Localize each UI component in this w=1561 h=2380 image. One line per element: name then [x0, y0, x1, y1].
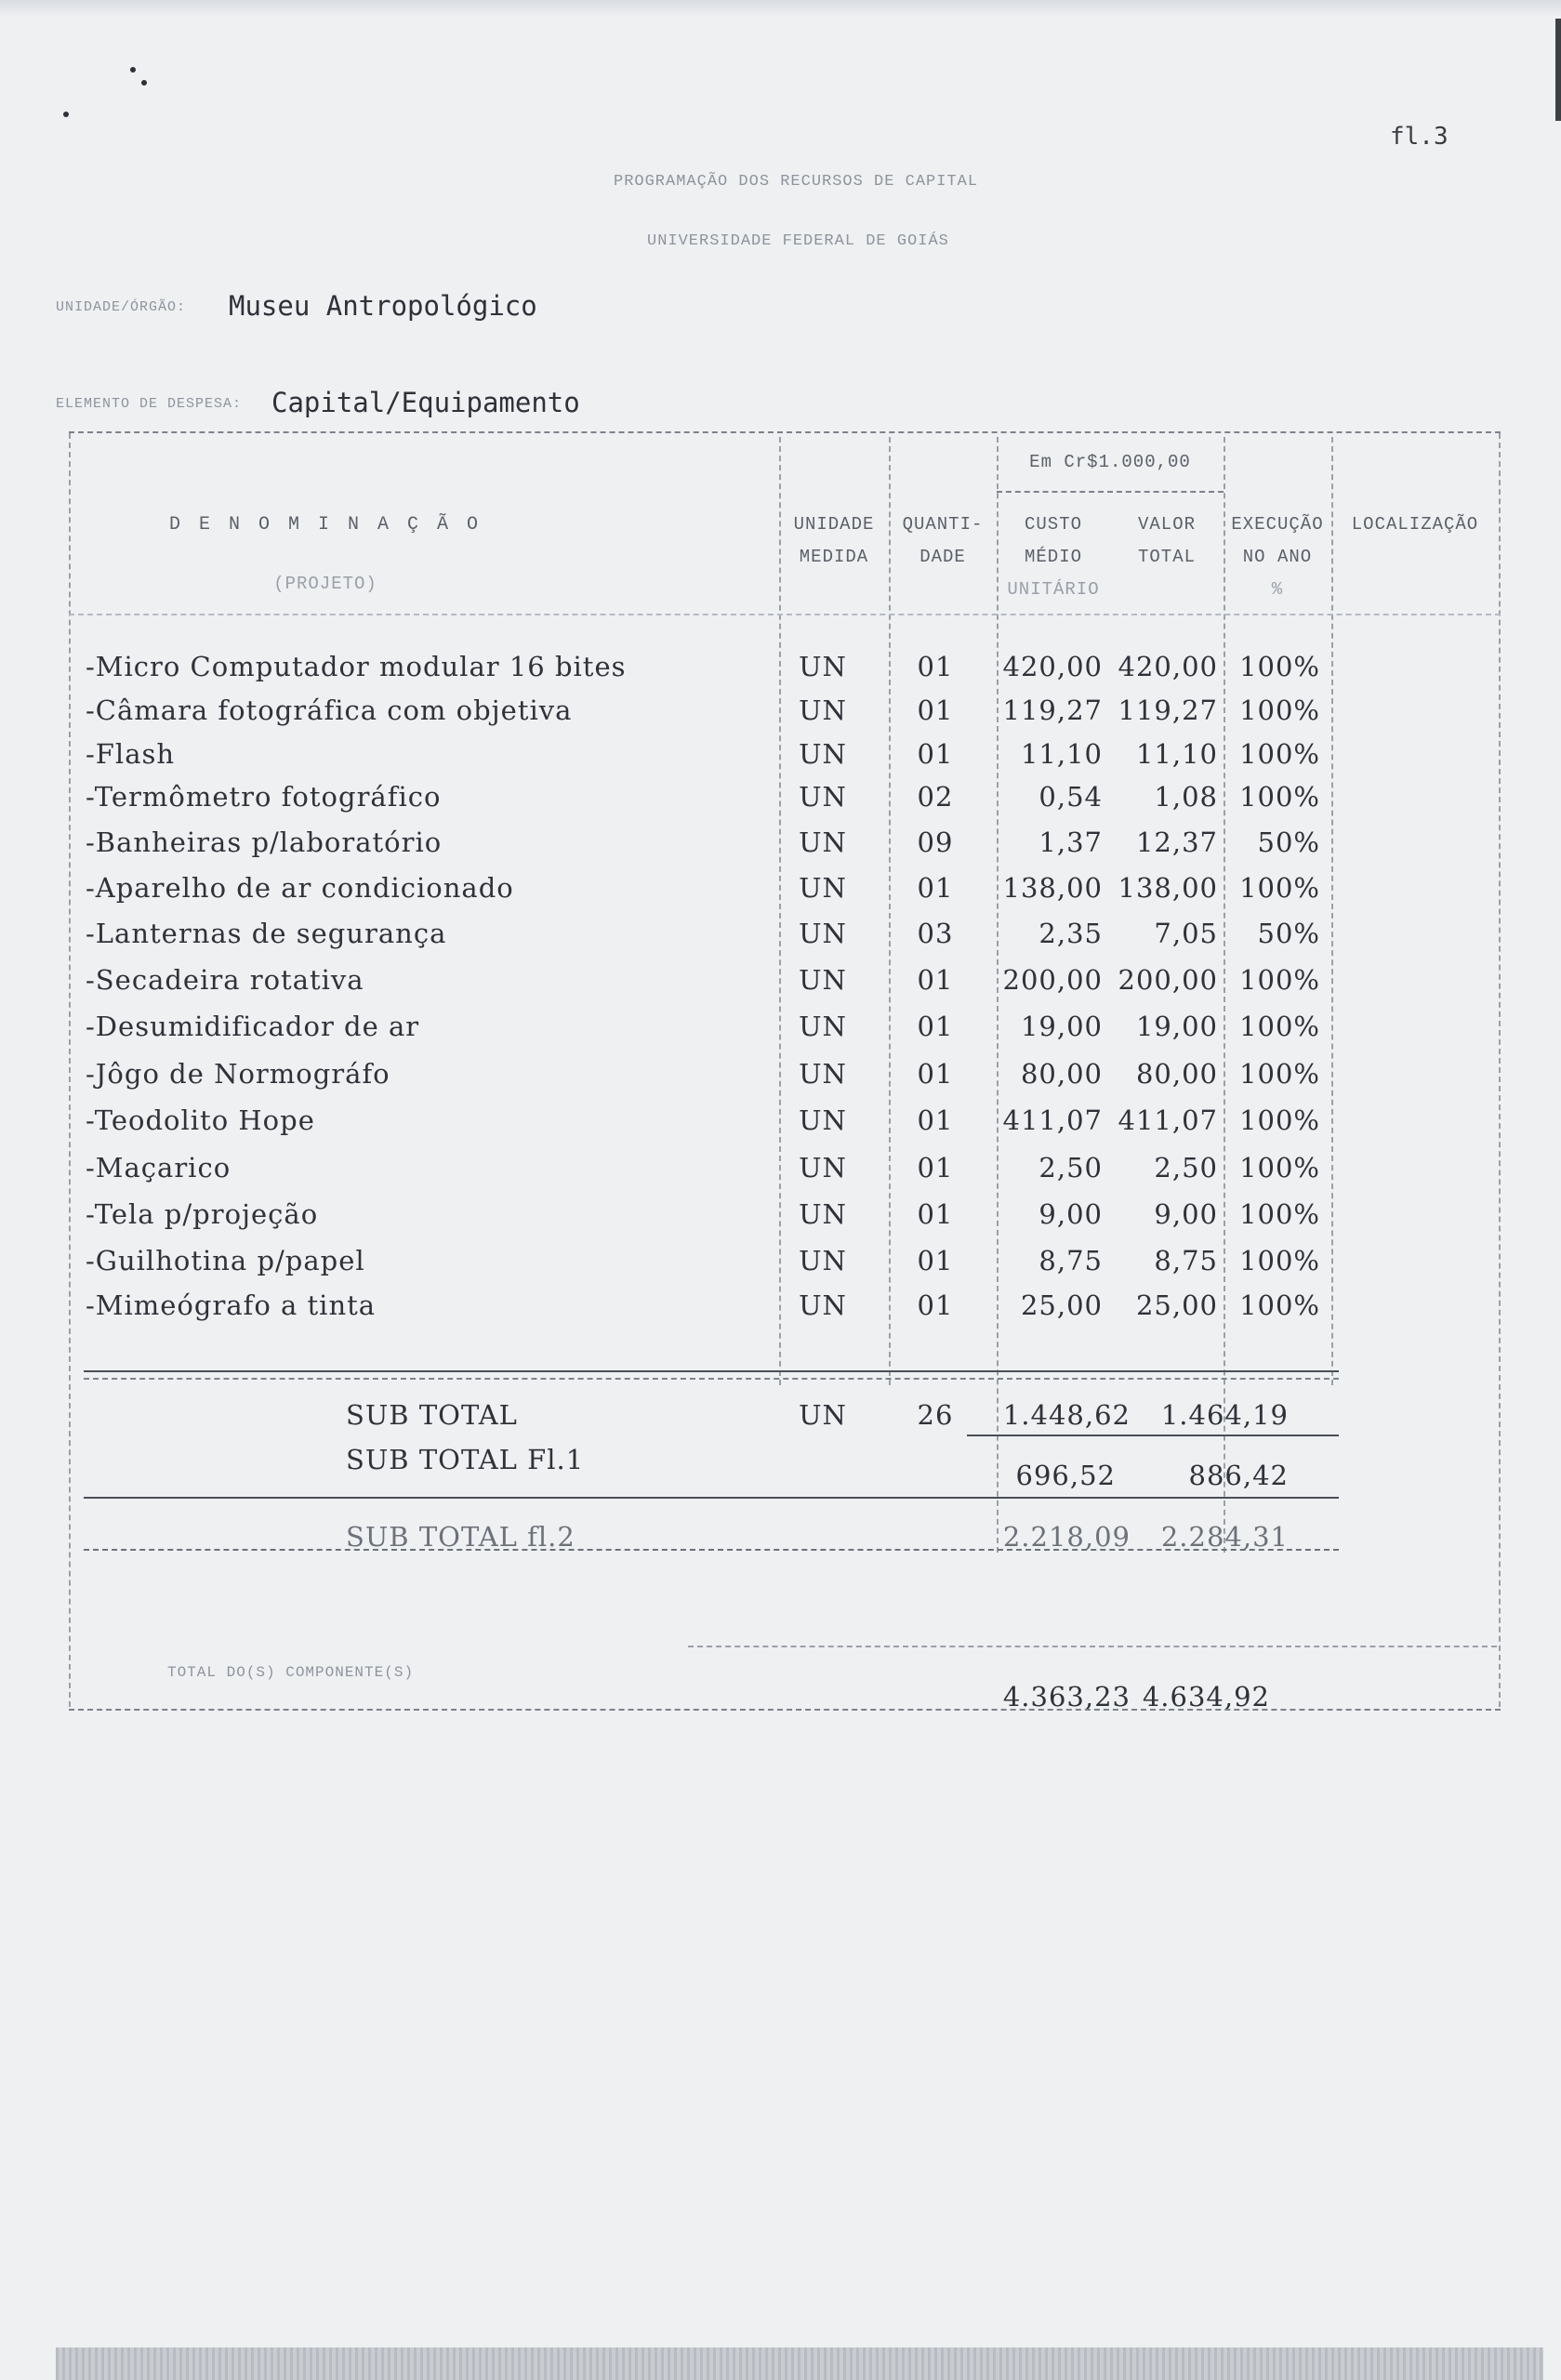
item-exec: 100%	[1239, 1152, 1320, 1183]
col-divider	[889, 437, 891, 1385]
item-name: -Câmara fotográfica com objetiva	[86, 694, 573, 726]
col-header-medida: MEDIDA	[799, 547, 869, 567]
item-name: -Teodolito Hope	[86, 1104, 315, 1136]
item-exec: 100%	[1239, 872, 1320, 904]
item-name: -Mimeógrafo a tinta	[86, 1289, 377, 1321]
table-right-rule	[1499, 433, 1501, 1707]
sub-total-value: 1.464,19	[1160, 1399, 1289, 1431]
col-header-unidade: UNIDADE	[793, 514, 875, 535]
item-cost: 11,10	[1020, 738, 1103, 770]
item-qty: 01	[917, 694, 954, 726]
item-cost: 119,27	[1002, 694, 1103, 726]
sub-total-underline	[967, 1435, 1339, 1436]
item-total: 80,00	[1135, 1058, 1218, 1090]
col-header-quantidade-2: DADE	[919, 547, 966, 567]
item-cost: 420,00	[1002, 651, 1103, 682]
item-name: -Aparelho de ar condicionado	[86, 872, 514, 904]
scan-right-edge	[1555, 19, 1561, 121]
sub-total-fl2-cost: 2.218,09	[1002, 1521, 1131, 1553]
item-cost: 138,00	[1002, 872, 1103, 904]
item-total: 12,37	[1135, 826, 1218, 858]
col-header-denominacao: D E N O M I N A Ç Ã O	[168, 514, 483, 536]
item-exec: 100%	[1239, 1198, 1320, 1230]
col-header-medio: MÉDIO	[1024, 547, 1082, 567]
scan-speck	[141, 80, 147, 86]
item-name: -Micro Computador modular 16 bites	[86, 651, 627, 682]
item-cost: 200,00	[1002, 964, 1103, 996]
item-total: 8,75	[1154, 1245, 1218, 1276]
item-unit: UN	[799, 1011, 847, 1042]
item-total: 11,10	[1135, 738, 1218, 770]
sub-total-cost: 1.448,62	[1002, 1399, 1131, 1431]
unit-label: UNIDADE/ÓRGÃO:	[56, 299, 187, 315]
item-unit: UN	[799, 1198, 847, 1230]
item-cost: 8,75	[1038, 1245, 1103, 1276]
item-exec: 100%	[1239, 694, 1320, 726]
item-total: 7,05	[1154, 918, 1218, 949]
item-qty: 01	[917, 964, 954, 996]
item-qty: 01	[917, 1058, 954, 1090]
item-name: -Tela p/projeção	[86, 1198, 319, 1230]
item-exec: 100%	[1239, 1104, 1320, 1136]
item-total: 1,08	[1154, 781, 1218, 813]
total-components-label: TOTAL DO(S) COMPONENTE(S)	[167, 1664, 415, 1681]
item-total: 411,07	[1118, 1104, 1218, 1136]
item-qty: 01	[917, 1289, 954, 1321]
item-unit: UN	[799, 694, 847, 726]
element-label: ELEMENTO DE DESPESA:	[56, 396, 243, 412]
item-unit: UN	[799, 781, 847, 813]
item-unit: UN	[799, 826, 847, 858]
item-cost: 2,50	[1038, 1152, 1103, 1183]
col-header-quantidade: QUANTI-	[902, 514, 984, 535]
scan-bottom-edge	[56, 2347, 1543, 2380]
item-exec: 100%	[1239, 1289, 1320, 1321]
item-name: -Desumidificador de ar	[86, 1011, 420, 1042]
fl2-rule	[84, 1549, 1339, 1551]
header-bottom-rule	[69, 614, 1501, 615]
sub-total-fl2-value: 2.284,31	[1160, 1521, 1289, 1553]
item-exec: 100%	[1239, 1011, 1320, 1042]
item-name: -Guilhotina p/papel	[86, 1245, 365, 1276]
item-total: 9,00	[1154, 1198, 1218, 1230]
total-components-cost: 4.363,23	[1002, 1681, 1131, 1712]
element-value: Capital/Equipamento	[271, 387, 580, 418]
item-qty: 01	[917, 651, 954, 682]
sub-total-fl1-label: SUB TOTAL Fl.1	[346, 1444, 585, 1475]
item-cost: 1,37	[1038, 826, 1103, 858]
item-qty: 03	[917, 918, 954, 949]
table-top-rule	[69, 431, 1501, 433]
item-exec: 100%	[1239, 1058, 1320, 1090]
item-unit: UN	[799, 1152, 847, 1183]
col-divider	[779, 437, 781, 1385]
item-exec: 100%	[1239, 964, 1320, 996]
item-qty: 01	[917, 1198, 954, 1230]
item-cost: 19,00	[1020, 1011, 1103, 1042]
total-components-value: 4.634,92	[1142, 1681, 1270, 1712]
item-qty: 01	[917, 1104, 954, 1136]
item-total: 200,00	[1118, 964, 1218, 996]
col-header-valor: VALOR	[1137, 514, 1196, 535]
item-cost: 0,54	[1038, 781, 1103, 813]
item-exec: 100%	[1239, 1245, 1320, 1276]
col-header-projeto: (PROJETO)	[273, 574, 377, 594]
item-exec: 50%	[1257, 918, 1320, 949]
scan-speck	[63, 112, 69, 117]
item-name: -Termômetro fotográfico	[86, 781, 442, 813]
item-cost: 80,00	[1020, 1058, 1103, 1090]
item-cost: 411,07	[1002, 1104, 1103, 1136]
item-total: 2,50	[1154, 1152, 1218, 1183]
item-unit: UN	[799, 872, 847, 904]
item-qty: 01	[917, 872, 954, 904]
item-unit: UN	[799, 918, 847, 949]
item-cost: 25,00	[1020, 1289, 1103, 1321]
sub-total-unit: UN	[799, 1399, 847, 1431]
item-name: -Banheiras p/laboratório	[86, 826, 443, 858]
col-header-no-ano: NO ANO	[1242, 547, 1313, 567]
item-unit: UN	[799, 1104, 847, 1136]
item-total: 138,00	[1118, 872, 1218, 904]
item-exec: 100%	[1239, 651, 1320, 682]
item-exec: 50%	[1257, 826, 1320, 858]
item-qty: 01	[917, 1245, 954, 1276]
item-unit: UN	[799, 738, 847, 770]
subtotal-rule	[84, 1370, 1339, 1372]
subtotal-rule-2	[84, 1378, 1339, 1380]
col-header-localizacao: LOCALIZAÇÃO	[1351, 514, 1479, 535]
col-header-execucao: EXECUÇÃO	[1231, 514, 1324, 535]
scan-top-edge	[0, 0, 1561, 17]
item-name: -Lanternas de segurança	[86, 918, 447, 949]
col-header-total: TOTAL	[1137, 547, 1196, 567]
item-name: -Secadeira rotativa	[86, 964, 364, 996]
col-divider	[1224, 437, 1225, 1553]
sub-total-label: SUB TOTAL	[346, 1399, 518, 1431]
page-number: fl.3	[1390, 123, 1449, 151]
item-qty: 01	[917, 1152, 954, 1183]
unit-value: Museu Antropológico	[229, 290, 537, 322]
institution-name: UNIVERSIDADE FEDERAL DE GOIÁS	[647, 232, 949, 250]
item-exec: 100%	[1239, 738, 1320, 770]
item-qty: 09	[917, 826, 954, 858]
sub-total-fl1-cost: 696,52	[1015, 1460, 1116, 1491]
item-total: 420,00	[1118, 651, 1218, 682]
item-name: -Maçarico	[86, 1152, 232, 1183]
item-qty: 01	[917, 1011, 954, 1042]
total-top-rule	[688, 1646, 1497, 1647]
table-left-rule	[69, 433, 71, 1707]
item-unit: UN	[799, 1245, 847, 1276]
table-bottom-rule	[69, 1709, 1501, 1711]
program-title: PROGRAMAÇÃO DOS RECURSOS DE CAPITAL	[614, 173, 979, 191]
col-header-currency: Em Cr$1.000,00	[1029, 452, 1191, 472]
item-unit: UN	[799, 1289, 847, 1321]
item-name: -Jôgo de Normográfo	[86, 1058, 390, 1090]
sub-total-qty: 26	[917, 1399, 954, 1431]
currency-rule	[997, 491, 1224, 493]
item-exec: 100%	[1239, 781, 1320, 813]
scan-speck	[130, 67, 136, 73]
col-header-percent: %	[1271, 579, 1284, 600]
col-header-unitario: UNITÁRIO	[1007, 579, 1100, 600]
item-total: 25,00	[1135, 1289, 1218, 1321]
col-divider	[1331, 437, 1333, 1385]
item-unit: UN	[799, 1058, 847, 1090]
item-total: 19,00	[1135, 1011, 1218, 1042]
item-cost: 2,35	[1038, 918, 1103, 949]
sub-total-fl1-value: 886,42	[1188, 1460, 1289, 1491]
item-name: -Flash	[86, 738, 176, 770]
item-cost: 9,00	[1038, 1198, 1103, 1230]
sub-total-fl2-label: SUB TOTAL fl.2	[346, 1521, 575, 1553]
fl1-rule	[84, 1497, 1339, 1499]
item-total: 119,27	[1118, 694, 1218, 726]
item-qty: 01	[917, 738, 954, 770]
item-unit: UN	[799, 651, 847, 682]
item-unit: UN	[799, 964, 847, 996]
item-qty: 02	[917, 781, 954, 813]
col-header-custo: CUSTO	[1024, 514, 1082, 535]
